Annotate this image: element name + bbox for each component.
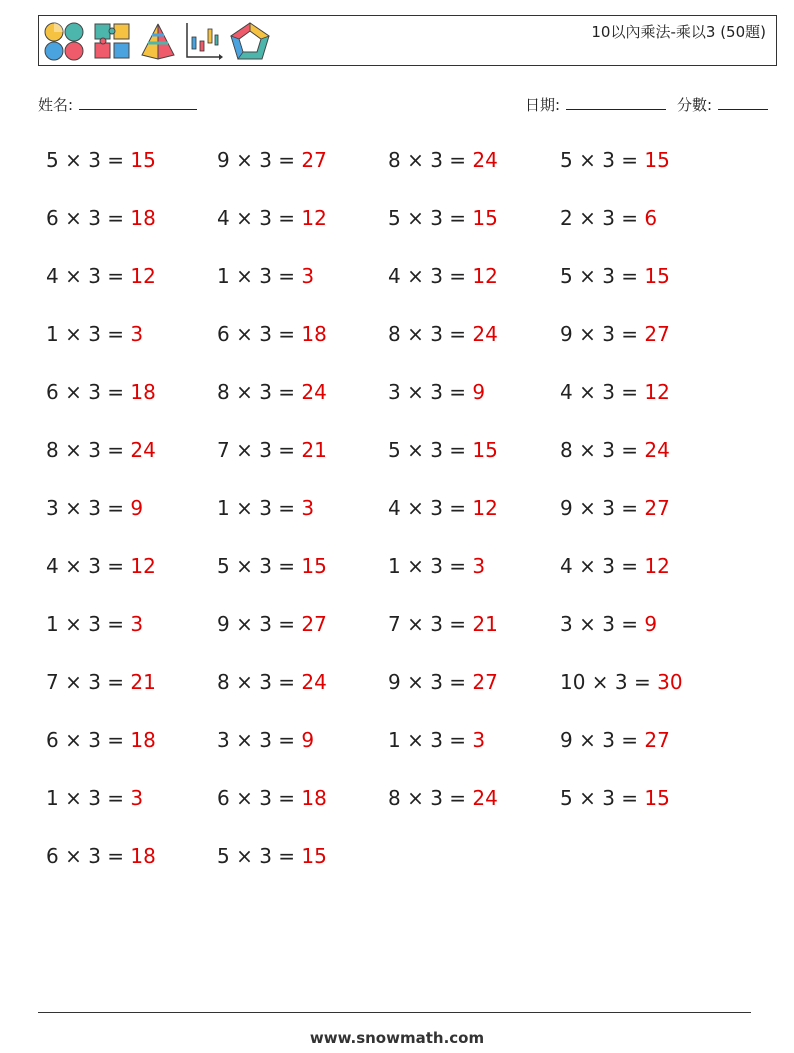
problem-item: [560, 438, 670, 462]
problem-item: [217, 844, 327, 868]
problem-answer: 27: [301, 612, 327, 636]
name-label: 姓名:: [38, 96, 74, 114]
problem-item: [388, 612, 498, 636]
problem-answer: 21: [130, 670, 156, 694]
problem-question: 1 × 3 =: [217, 264, 302, 288]
problem-answer: 15: [644, 148, 670, 172]
problem-question: 6 × 3 =: [217, 322, 302, 346]
problem-answer: 9: [130, 496, 144, 520]
problem-answer: 3: [301, 496, 315, 520]
problem-answer: 12: [472, 264, 498, 288]
problem-question: 5 × 3 =: [217, 844, 302, 868]
problem-question: 5 × 3 =: [388, 206, 473, 230]
problem-item: [217, 554, 327, 578]
problem-item: [46, 786, 143, 810]
problem-answer: 15: [130, 148, 156, 172]
problem-answer: 12: [644, 380, 670, 404]
problem-question: 5 × 3 =: [560, 786, 645, 810]
problem-item: [46, 670, 156, 694]
problem-answer: 24: [644, 438, 670, 462]
problem-answer: 12: [130, 264, 156, 288]
footer-divider: [38, 1012, 751, 1013]
problem-question: 6 × 3 =: [217, 786, 302, 810]
problem-answer: 18: [301, 786, 327, 810]
problem-answer: 9: [472, 380, 486, 404]
problem-question: 8 × 3 =: [388, 148, 473, 172]
worksheet-header: [38, 15, 777, 66]
problem-question: 6 × 3 =: [46, 728, 131, 752]
problem-item: [217, 496, 314, 520]
problem-answer: 27: [644, 728, 670, 752]
problem-item: [46, 844, 156, 868]
problem-answer: 30: [657, 670, 683, 694]
problem-question: 5 × 3 =: [560, 264, 645, 288]
problem-answer: 18: [301, 322, 327, 346]
problem-question: 2 × 3 =: [560, 206, 645, 230]
problem-answer: 24: [472, 786, 498, 810]
problem-item: [217, 380, 327, 404]
problem-question: 6 × 3 =: [46, 206, 131, 230]
problem-answer: 12: [472, 496, 498, 520]
problem-answer: 3: [130, 612, 144, 636]
problem-answer: 3: [472, 728, 486, 752]
problem-question: 8 × 3 =: [560, 438, 645, 462]
date-field: [525, 94, 666, 115]
date-blank: [566, 95, 666, 110]
problem-item: [46, 322, 143, 346]
problem-answer: 24: [472, 148, 498, 172]
problem-question: 9 × 3 =: [560, 728, 645, 752]
problem-item: [217, 148, 327, 172]
problem-question: 9 × 3 =: [388, 670, 473, 694]
problem-answer: 27: [301, 148, 327, 172]
problem-question: 1 × 3 =: [217, 496, 302, 520]
problem-answer: 27: [472, 670, 498, 694]
problem-item: [388, 496, 498, 520]
problem-answer: 24: [301, 380, 327, 404]
problem-question: 3 × 3 =: [46, 496, 131, 520]
problem-answer: 3: [301, 264, 315, 288]
problem-question: 1 × 3 =: [46, 322, 131, 346]
problem-item: [560, 728, 670, 752]
header-icons: [43, 20, 271, 62]
problem-question: 10 × 3 =: [560, 670, 658, 694]
problem-answer: 24: [472, 322, 498, 346]
problem-item: [560, 612, 657, 636]
problem-answer: 3: [130, 786, 144, 810]
problem-answer: 9: [644, 612, 658, 636]
problem-question: 5 × 3 =: [217, 554, 302, 578]
problem-question: 7 × 3 =: [217, 438, 302, 462]
problem-item: [388, 322, 498, 346]
problem-item: [560, 496, 670, 520]
problem-question: 5 × 3 =: [560, 148, 645, 172]
problem-answer: 18: [130, 380, 156, 404]
problem-item: [560, 264, 670, 288]
problem-item: [560, 670, 683, 694]
problem-item: [388, 554, 485, 578]
problem-question: 4 × 3 =: [388, 264, 473, 288]
problem-answer: 15: [472, 438, 498, 462]
problem-item: [388, 264, 498, 288]
problem-answer: 18: [130, 728, 156, 752]
problem-item: [388, 786, 498, 810]
problem-question: 8 × 3 =: [388, 786, 473, 810]
problem-question: 3 × 3 =: [388, 380, 473, 404]
problem-answer: 18: [130, 844, 156, 868]
problem-question: 8 × 3 =: [46, 438, 131, 462]
footer-url: www.snowmath.com: [309, 1029, 485, 1047]
problem-question: 7 × 3 =: [46, 670, 131, 694]
problem-item: [560, 322, 670, 346]
problem-answer: 18: [130, 206, 156, 230]
problem-item: [388, 438, 498, 462]
problem-answer: 27: [644, 496, 670, 520]
problem-question: 7 × 3 =: [388, 612, 473, 636]
worksheet-title: 10以內乘法-乘以3 (50題): [591, 23, 766, 41]
problem-item: [560, 786, 670, 810]
problem-item: [217, 612, 327, 636]
problem-answer: 12: [301, 206, 327, 230]
problem-question: 3 × 3 =: [560, 612, 645, 636]
problem-item: [46, 380, 156, 404]
problem-item: [46, 148, 156, 172]
problem-question: 4 × 3 =: [46, 554, 131, 578]
problem-item: [217, 264, 314, 288]
problem-answer: 12: [130, 554, 156, 578]
problem-answer: 12: [644, 554, 670, 578]
score-label: 分數:: [677, 96, 713, 114]
problem-item: [217, 786, 327, 810]
problem-question: 9 × 3 =: [560, 496, 645, 520]
problem-item: [560, 380, 670, 404]
problem-question: 4 × 3 =: [560, 554, 645, 578]
problem-answer: 27: [644, 322, 670, 346]
problem-question: 6 × 3 =: [46, 380, 131, 404]
problem-item: [388, 206, 498, 230]
problem-question: 9 × 3 =: [217, 612, 302, 636]
problem-item: [217, 438, 327, 462]
problem-item: [388, 380, 485, 404]
problem-question: 5 × 3 =: [46, 148, 131, 172]
problem-answer: 15: [472, 206, 498, 230]
problem-item: [388, 728, 485, 752]
problem-answer: 3: [472, 554, 486, 578]
problem-question: 1 × 3 =: [46, 786, 131, 810]
problem-item: [560, 554, 670, 578]
problem-item: [46, 264, 156, 288]
name-field: [38, 94, 197, 115]
problem-item: [217, 728, 314, 752]
pentagon-icon: [229, 21, 271, 61]
problem-item: [46, 612, 143, 636]
problem-question: 1 × 3 =: [388, 728, 473, 752]
problem-item: [46, 496, 143, 520]
problem-question: 1 × 3 =: [388, 554, 473, 578]
problem-item: [46, 554, 156, 578]
problem-question: 6 × 3 =: [46, 844, 131, 868]
problem-answer: 21: [301, 438, 327, 462]
problem-question: 4 × 3 =: [46, 264, 131, 288]
problem-item: [46, 728, 156, 752]
problem-item: [217, 206, 327, 230]
problem-question: 1 × 3 =: [46, 612, 131, 636]
problem-answer: 15: [644, 786, 670, 810]
problem-answer: 24: [301, 670, 327, 694]
problem-answer: 9: [301, 728, 315, 752]
problem-question: 4 × 3 =: [560, 380, 645, 404]
problem-question: 9 × 3 =: [217, 148, 302, 172]
fraction-circles-icon: [43, 21, 87, 61]
problem-item: [560, 148, 670, 172]
problem-answer: 15: [301, 844, 327, 868]
problem-question: 3 × 3 =: [217, 728, 302, 752]
problem-answer: 15: [301, 554, 327, 578]
problem-question: 8 × 3 =: [388, 322, 473, 346]
problem-question: 5 × 3 =: [388, 438, 473, 462]
problem-question: 4 × 3 =: [388, 496, 473, 520]
score-field: [677, 94, 768, 115]
problem-question: 8 × 3 =: [217, 670, 302, 694]
candlestick-chart-icon: [183, 21, 223, 61]
problem-question: 4 × 3 =: [217, 206, 302, 230]
problem-answer: 3: [130, 322, 144, 346]
problem-answer: 21: [472, 612, 498, 636]
problem-question: 9 × 3 =: [560, 322, 645, 346]
problem-answer: 24: [130, 438, 156, 462]
puzzle-pieces-icon: [93, 21, 133, 61]
problem-item: [560, 206, 657, 230]
problem-item: [388, 148, 498, 172]
problem-item: [46, 206, 156, 230]
score-blank: [718, 95, 768, 110]
problem-question: 8 × 3 =: [217, 380, 302, 404]
problem-item: [217, 670, 327, 694]
name-blank: [79, 95, 197, 110]
problem-answer: 6: [644, 206, 658, 230]
pyramid-icon: [139, 21, 177, 61]
date-label: 日期:: [525, 96, 561, 114]
problem-answer: 15: [644, 264, 670, 288]
problem-item: [388, 670, 498, 694]
problem-item: [46, 438, 156, 462]
problem-item: [217, 322, 327, 346]
